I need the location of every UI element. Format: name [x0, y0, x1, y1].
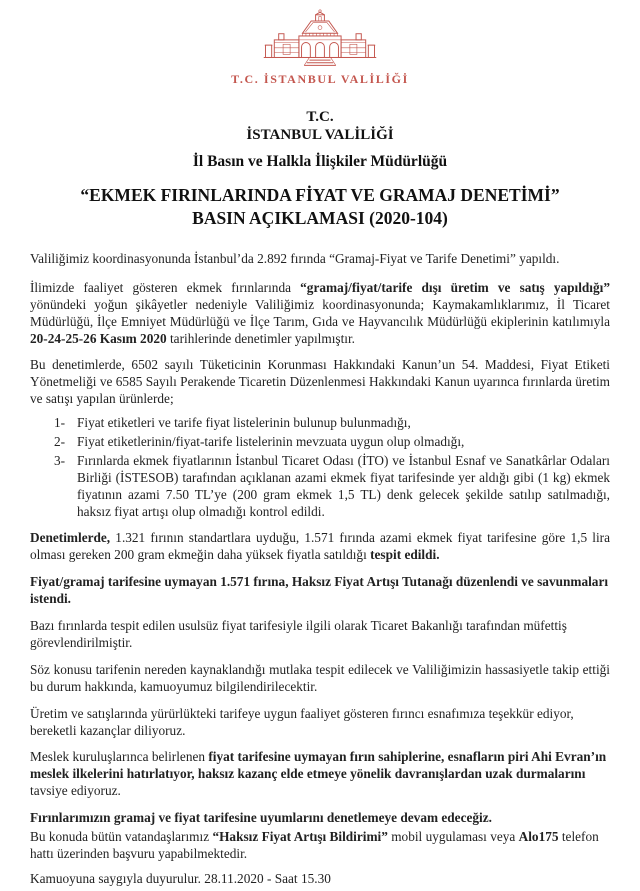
document-body	[30, 250, 610, 887]
valilik-building-icon	[262, 8, 378, 70]
bold-text-run: tespit edildi.	[370, 547, 440, 562]
text-run: Meslek kuruluşlarınca belirlenen	[30, 749, 209, 764]
text-run: Bu konuda bütün vatandaşlarımız	[30, 829, 213, 844]
list-item-number: 1-	[54, 415, 66, 430]
paragraph	[30, 870, 610, 887]
text-run: 1.321 fırının standartlara uyduğu, 1.571 fırında azami ekmek fiyat tarifesine göre 1,5 lira olması gereken 200 gram ekmeğin daha yüksek fiyatla satıldığı	[30, 530, 610, 562]
bold-text-run: Denetimlerde,	[30, 530, 111, 545]
text-run: Fiyat etiketleri ve tarife fiyat listelerinin bulunup bulunmadığı,	[77, 415, 411, 430]
paragraph	[30, 705, 610, 739]
text-run: Valiliğimiz koordinasyonunda İstanbul’da 2.892 fırında “Gramaj-Fiyat ve Tarife Denetimi” yapıldı.	[30, 251, 560, 266]
header-tc: T.C.	[306, 109, 334, 125]
paragraph	[30, 356, 610, 407]
valilik-logo-text: T.C. İSTANBUL VALİLİĞİ	[231, 72, 409, 86]
text-run: yönündeki yoğun şikâyetler nedeniyle Valiliğimiz koordinasyonunda; Kaymakamlıklarımız, İl Ticaret Müdürlüğü, İlçe Emniyet Müdürlüğü ve İlçe Tarım, Gıda ve Hayvancılık Müdürlüğü ekiplerinin katılımıyla	[30, 297, 610, 329]
text-run: Üretim ve satışlarında yürürlükteki tarifeye uygun faaliyet gösteren fırıncı esnafımıza teşekkür ediyor, bereketli kazançlar diliyoruz.	[30, 706, 574, 738]
text-run: Bazı fırınlarda tespit edilen usulsüz fiyat tarifesiyle ilgili olarak Ticaret Bakanlığı tarafından müfettiş görevlendirilmiştir.	[30, 618, 567, 650]
bold-text-run: “gramaj/fiyat/tarife dışı üretim ve satış yapıldığı”	[300, 280, 610, 295]
text-run: Kamuoyuna saygıyla duyurulur. 28.11.2020 - Saat 15.30	[30, 871, 331, 886]
bold-text-run: 20-24-25-26 Kasım 2020	[30, 331, 167, 346]
text-run: telefon hattı üzerinden başvuru yapabilmektedir.	[30, 829, 599, 861]
paragraph	[30, 573, 610, 607]
text-run: Bu denetimlerde, 6502 sayılı Tüketicinin Korunması Hakkındaki Kanun’un 54. Maddesi, Fiyat Etiketi Yönetmeliği ve 6585 Sayılı Perakende Ticaretin Düzenlenmesi Hakkındaki Kanun uyarınca fırınlarda üretim ve satışı yapılan ürünlerde;	[30, 357, 610, 406]
text-run: Fiyat etiketlerinin/fiyat-tarife listelerinin mevzuata uygun olup olmadığı,	[77, 434, 465, 449]
bold-text-run: Fırınlarımızın gramaj ve fiyat tarifesine uyumlarını denetlemeye devam edeceğiz.	[30, 810, 492, 825]
text-run: tarihlerinde denetimler yapılmıştır.	[166, 331, 355, 346]
list-item	[30, 433, 610, 450]
valilik-logo	[0, 0, 640, 87]
paragraph	[30, 529, 610, 563]
paragraph	[30, 748, 610, 799]
bold-text-run: fiyat tarifesine uymayan fırın sahiplerine, esnafların piri Ahi Evran’ın meslek ilkelerini hatırlatıyor, haksız kazanç elde etmeye yönelik davranışlardan uzak durmalarını	[30, 749, 607, 781]
list-item	[30, 414, 610, 431]
paragraph	[30, 828, 610, 862]
text-run: Fırınlarda ekmek fiyatlarının İstanbul Ticaret Odası (İTO) ve İstanbul Esnaf ve Sanatkârlar Odaları Birliği (İSTESOB) tarafından açıklanan azami ekmek fiyat tarifesinde yer aldığı gibi (1 kg) ekmek fiyatının azami 7.50 TL’ye (200 gram ekmek 1,5 TL) denk gelecek şekilde satılıp satılmadığı, haksız fiyat artışı olup olmadığı kontrol edildi.	[77, 453, 610, 519]
press-release-number: BASIN AÇIKLAMASI (2020-104)	[192, 208, 448, 228]
header-valilik: İSTANBUL VALİLİĞİ	[246, 127, 394, 143]
text-run: İlimizde faaliyet gösteren ekmek fırınlarında	[30, 280, 301, 295]
bold-text-run: Fiyat/gramaj tarifesine uymayan 1.571 fırına, Haksız Fiyat Artışı Tutanağı düzenlendi ve savunmaları istendi.	[30, 574, 609, 606]
header-mudurluk: İl Basın ve Halkla İlişkiler Müdürlüğü	[192, 153, 448, 170]
bold-text-run: Alo175	[518, 829, 559, 844]
text-run: mobil uygulaması veya	[387, 829, 519, 844]
text-run: Söz konusu tarifenin nereden kaynaklandığı mutlaka tespit edilecek ve Valiliğimizin hassasiyetle takip ettiği bu durum hakkında, kamuoyumuz bilgilendirilecektir.	[30, 662, 610, 694]
paragraph	[30, 250, 610, 267]
list-item-number: 2-	[54, 434, 66, 449]
page-title: “EKMEK FIRINLARINDA FİYAT VE GRAMAJ DENETİMİ”	[80, 185, 560, 205]
text-run: tavsiye ediyoruz.	[30, 783, 121, 798]
paragraph	[30, 661, 610, 695]
paragraph	[30, 617, 610, 651]
paragraph	[30, 809, 610, 826]
list-item-number: 3-	[54, 453, 66, 468]
list-item	[30, 452, 610, 520]
bold-text-run: “Haksız Fiyat Artışı Bildirimi”	[212, 829, 388, 844]
paragraph	[30, 279, 610, 347]
